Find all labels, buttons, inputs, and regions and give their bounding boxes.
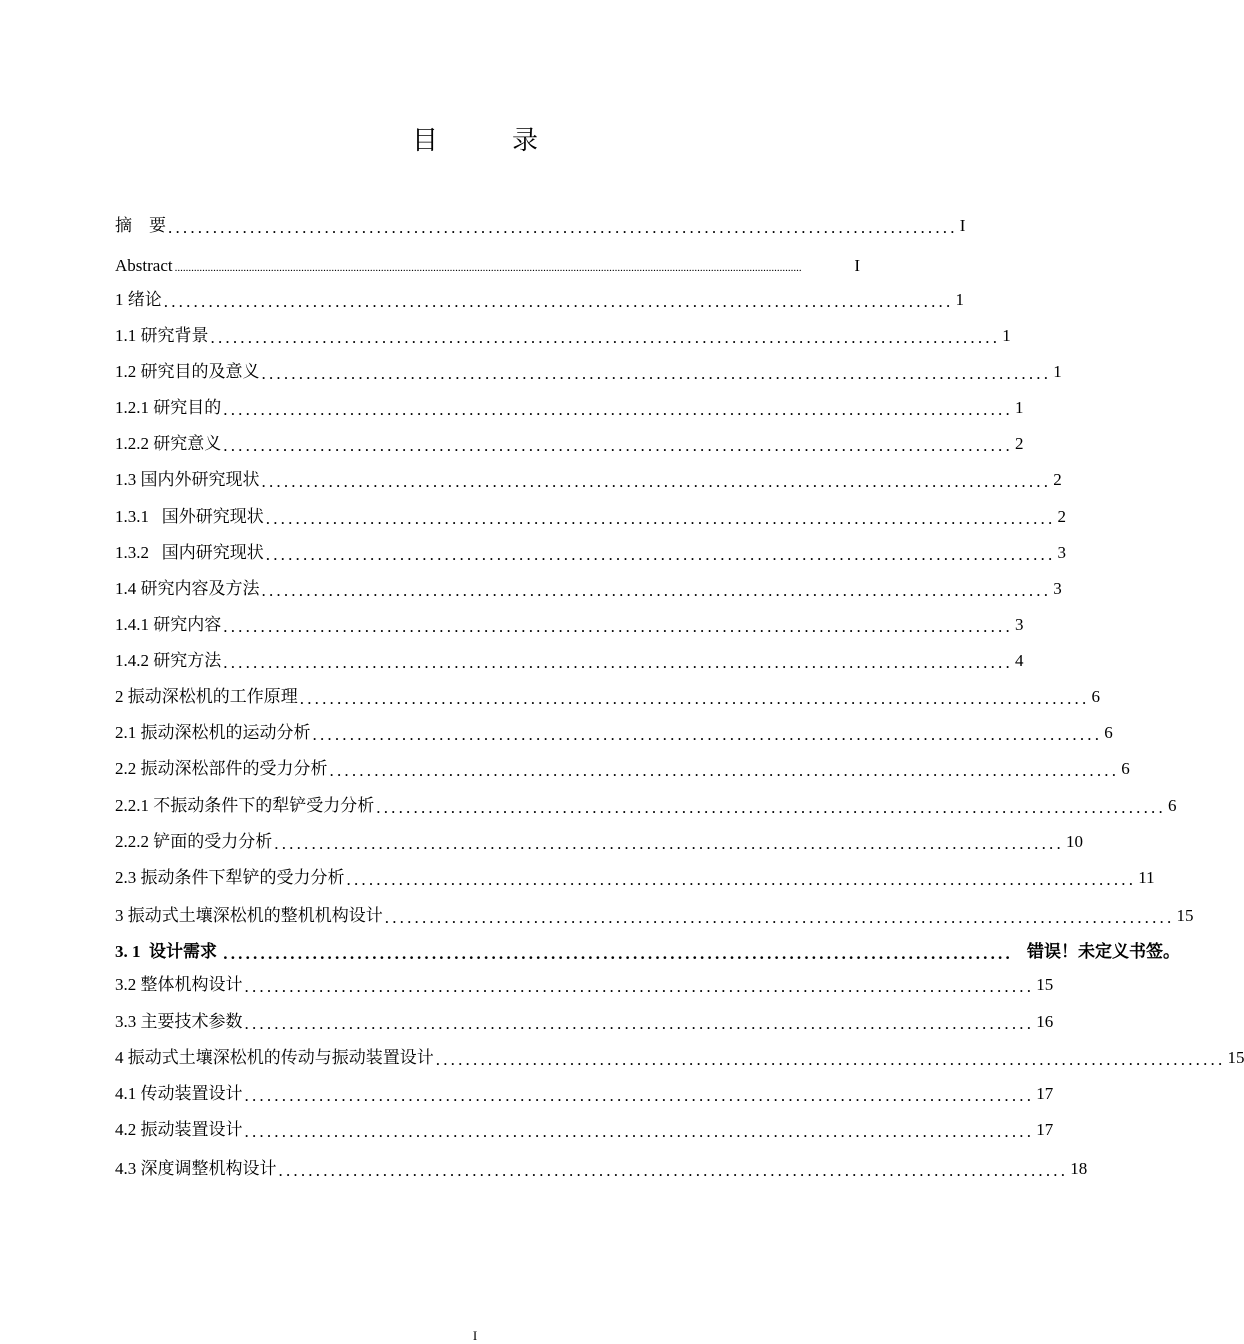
toc-entry-label: 2.3 振动条件下犁铲的受力分析 <box>115 868 345 887</box>
toc-entry[interactable] <box>115 613 1024 637</box>
toc-dot-leader: .......................................................................................................... <box>223 944 1013 963</box>
toc-entry[interactable] <box>115 1157 1088 1181</box>
toc-entry[interactable] <box>115 577 1062 601</box>
toc-entry-label: 4.1 传动装置设计 <box>115 1084 243 1103</box>
toc-entry-page: I <box>854 256 860 275</box>
toc-entry-label: 2.2.1 不振动条件下的犁铲受力分析 <box>115 796 375 815</box>
toc-entry-label: 1.2.1 研究目的 <box>115 398 222 417</box>
toc-entry-page: 17 <box>1036 1120 1054 1139</box>
toc-entry[interactable] <box>115 360 1062 384</box>
toc-entry[interactable] <box>115 1046 1244 1070</box>
toc-entry[interactable] <box>115 432 1024 456</box>
toc-dot-leader: .......................................................................................................... <box>265 509 1056 528</box>
toc-dot-leader: .......................................................................................................... <box>223 617 1013 636</box>
toc-entry-label: 1.3.1 国外研究现状 <box>115 507 264 526</box>
toc-entry-page: 2 <box>1057 507 1066 526</box>
toc-entry-page: 10 <box>1065 832 1083 851</box>
toc-dot-leader: .......................................................................................................... <box>261 581 1052 600</box>
toc-entry[interactable] <box>115 468 1062 492</box>
toc-entry-page: 16 <box>1036 1012 1054 1031</box>
toc-entry-label: 1.2 研究目的及意义 <box>115 362 260 381</box>
toc-entry-label: 3. 1 设计需求 <box>115 942 222 961</box>
toc-entry-page: 15 <box>1036 975 1054 994</box>
toc-entry-abstract-cn[interactable] <box>115 214 966 238</box>
toc-dot-leader: .......................................................................................................... <box>244 1086 1035 1105</box>
toc-entry-page: 17 <box>1036 1084 1054 1103</box>
toc-entry-page: 15 <box>1227 1048 1244 1067</box>
toc-entry[interactable] <box>115 757 1130 781</box>
toc-entry-error[interactable] <box>115 940 1180 964</box>
toc-entry-page: 3 <box>1057 543 1066 562</box>
toc-dot-leader: .......................................................................................................... <box>278 1161 1069 1180</box>
toc-dot-leader: .......................................................................................................... <box>244 1014 1035 1033</box>
toc-entry-label: 4.3 深度调整机构设计 <box>115 1159 277 1178</box>
toc-dot-leader: .......................................................................................................... <box>265 545 1056 564</box>
page-number-footer: I <box>472 1328 478 1343</box>
toc-entry-label: 1.4.2 研究方法 <box>115 651 222 670</box>
toc-dot-leader: .......................................................................................................... <box>244 977 1035 996</box>
toc-dot-leader: .......................................................................................................... <box>223 653 1013 672</box>
toc-dot-leader: .......................................................................................................... <box>223 400 1013 419</box>
toc-dot-leader: .......................................................................................................... <box>435 1050 1226 1069</box>
toc-entry-page: 2 <box>1053 470 1062 489</box>
toc-dot-leader: .................................................................................................................................................................................................................................... <box>174 262 802 274</box>
toc-dot-leader: .......................................................................................................... <box>299 689 1090 708</box>
toc-entry[interactable] <box>115 794 1177 818</box>
toc-entry-label: 3 振动式土壤深松机的整机机构设计 <box>115 906 383 925</box>
toc-dot-leader: .......................................................................................................... <box>261 364 1052 383</box>
toc-entry[interactable] <box>115 1082 1054 1106</box>
toc-entry-label: 4 振动式土壤深松机的传动与振动装置设计 <box>115 1048 434 1067</box>
toc-entry-page: 2 <box>1014 434 1024 453</box>
toc-entry-page: I <box>959 216 966 235</box>
toc-entry-label: 2.2.2 铲面的受力分析 <box>115 832 273 851</box>
toc-entry-page: 6 <box>1121 759 1130 778</box>
toc-entry-page: 4 <box>1014 651 1024 670</box>
toc-entry[interactable] <box>115 904 1194 928</box>
toc-entry[interactable] <box>115 973 1054 997</box>
toc-entry-label: 1.4 研究内容及方法 <box>115 579 260 598</box>
toc-entry-label: Abstract <box>115 256 173 275</box>
toc-entry-page: 11 <box>1138 868 1155 887</box>
toc-entry[interactable] <box>115 1118 1054 1142</box>
toc-entry-page: 15 <box>1176 906 1194 925</box>
toc-entry-page: 18 <box>1070 1159 1088 1178</box>
toc-entry-label: 2.2 振动深松部件的受力分析 <box>115 759 328 778</box>
toc-title: 目 录 <box>411 126 562 156</box>
toc-entry-label: 3.3 主要技术参数 <box>115 1012 243 1031</box>
toc-entry-label: 4.2 振动装置设计 <box>115 1120 243 1139</box>
toc-entry-label: 1.4.1 研究内容 <box>115 615 222 634</box>
toc-entry-page: 3 <box>1014 615 1024 634</box>
toc-dot-leader: .......................................................................................................... <box>261 472 1052 491</box>
toc-entry[interactable] <box>115 396 1024 420</box>
toc-entry-label: 3.2 整体机构设计 <box>115 975 243 994</box>
toc-entry[interactable] <box>115 685 1100 709</box>
toc-entry-error-text: 错误！未定义书签。 <box>1026 942 1180 961</box>
toc-dot-leader: .......................................................................................................... <box>312 725 1103 744</box>
toc-entry-label: 1.2.2 研究意义 <box>115 434 222 453</box>
toc-entry-label: 1.3 国内外研究现状 <box>115 470 260 489</box>
toc-entry[interactable] <box>115 830 1083 854</box>
toc-dot-leader: .......................................................................................................... <box>376 798 1166 817</box>
toc-entry[interactable] <box>115 288 964 312</box>
toc-entry[interactable] <box>115 649 1024 673</box>
toc-entry-page: 1 <box>1053 362 1062 381</box>
toc-entry-label: 2 振动深松机的工作原理 <box>115 687 298 706</box>
toc-entry[interactable] <box>115 541 1066 565</box>
toc-entry-page: 6 <box>1104 723 1113 742</box>
toc-entry-label: 2.1 振动深松机的运动分析 <box>115 723 311 742</box>
toc-entry-label: 1.1 研究背景 <box>115 326 209 345</box>
toc-entry-label: 1.3.2 国内研究现状 <box>115 543 264 562</box>
toc-dot-leader: .......................................................................................................... <box>329 761 1120 780</box>
toc-entry[interactable] <box>115 721 1113 745</box>
toc-dot-leader: .......................................................................................................... <box>163 292 954 311</box>
toc-dot-leader: .......................................................................................................... <box>346 870 1137 889</box>
toc-entry-page: 6 <box>1167 796 1177 815</box>
toc-entry-page: 3 <box>1053 579 1062 598</box>
toc-dot-leader: .......................................................................................................... <box>223 436 1013 455</box>
toc-entry-page: 6 <box>1091 687 1100 706</box>
toc-entry[interactable] <box>115 505 1066 529</box>
toc-entry[interactable] <box>115 866 1155 890</box>
toc-entry-label: 摘 要 <box>115 216 166 235</box>
toc-entry-page: 1 <box>955 290 964 309</box>
toc-dot-leader: .......................................................................................................... <box>168 218 958 237</box>
toc-entry-page: 1 <box>1002 326 1011 345</box>
toc-dot-leader: .......................................................................................................... <box>274 834 1064 853</box>
toc-dot-leader: .......................................................................................................... <box>384 908 1175 927</box>
toc-entry[interactable] <box>115 1010 1054 1034</box>
toc-entry-label: 1 绪论 <box>115 290 162 309</box>
toc-entry-page: 1 <box>1014 398 1024 417</box>
toc-entry[interactable] <box>115 324 1011 348</box>
toc-dot-leader: .......................................................................................................... <box>244 1122 1035 1141</box>
toc-dot-leader: .......................................................................................................... <box>210 328 1001 347</box>
toc-entry-abstract-en[interactable] <box>115 254 860 278</box>
